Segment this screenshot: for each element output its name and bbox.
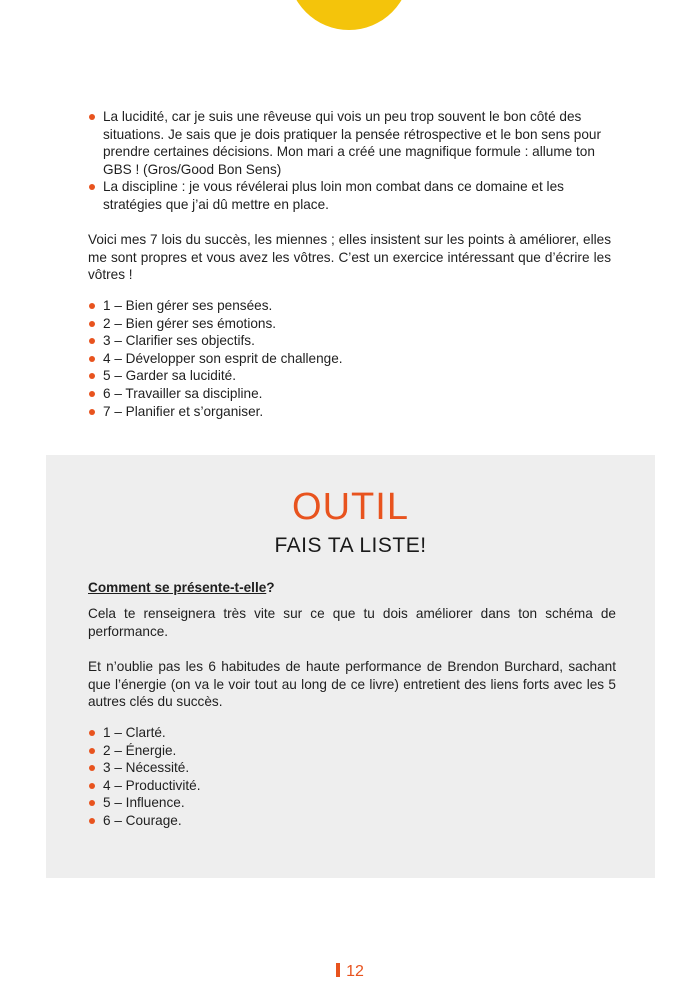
tool-question-mark: ? xyxy=(266,580,275,595)
tool-box xyxy=(46,455,655,878)
tool-question-label: Comment se présente-t-elle xyxy=(88,580,267,595)
list-item: 7 – Planifier et s’organiser. xyxy=(88,403,608,421)
list-item: 4 – Productivité. xyxy=(88,777,588,795)
list-item: 5 – Influence. xyxy=(88,794,588,812)
list-item: 3 – Clarifier ses objectifs. xyxy=(88,332,608,350)
list-item: La discipline : je vous révélerai plus loin mon combat dans ce domaine et les stratégies que j’ai dû mettre en place. xyxy=(88,178,608,213)
tool-subtitle: FAIS TA LISTE! xyxy=(274,534,427,557)
list-item: 4 – Développer son esprit de challenge. xyxy=(88,350,608,368)
page-marker-bar xyxy=(336,963,340,977)
tool-question xyxy=(88,579,275,597)
list-item: 6 – Travailler sa discipline. xyxy=(88,385,608,403)
tool-paragraph-2: Et n’oublie pas les 6 habitudes de haute performance de Brendon Burchard, sachant que l’énergie (on va le voir tout au long de ce livre) entretient des liens forts avec les 5 autres clés du succès. xyxy=(88,659,616,710)
list-item: 5 – Garder sa lucidité. xyxy=(88,367,608,385)
qualities-list xyxy=(88,108,608,214)
page-footer xyxy=(0,962,700,982)
list-item: 2 – Énergie. xyxy=(88,742,588,760)
list-item: 6 – Courage. xyxy=(88,812,588,830)
list-item: La lucidité, car je suis une rêveuse qui vois un peu trop souvent le bon côté des situations. Je sais que je dois pratiquer la pensée rétrospective et le bon sens pour prendre certaines décisions. Mon mari a créé une magnifique formule : allume ton GBS ! (Gros/Good Bon Sens) xyxy=(88,108,608,178)
habits-list xyxy=(88,724,588,830)
intro-paragraph: Voici mes 7 lois du succès, les miennes ; elles insistent sur les points à améliorer, elles me sont propres et vous avez les vôtres. C’est un exercice intéressant que d’écrire les vôtres ! xyxy=(88,232,611,283)
list-item: 3 – Nécessité. xyxy=(88,759,588,777)
list-item: 2 – Bien gérer ses émotions. xyxy=(88,315,608,333)
decorative-circle xyxy=(288,0,410,30)
tool-paragraph-1: Cela te renseignera très vite sur ce que tu dois améliorer dans ton schéma de performance. xyxy=(88,606,616,639)
success-laws-list xyxy=(88,297,608,420)
page-number: 12 xyxy=(346,963,364,980)
list-item: 1 – Bien gérer ses pensées. xyxy=(88,297,608,315)
tool-title: OUTIL xyxy=(292,486,409,528)
list-item: 1 – Clarté. xyxy=(88,724,588,742)
